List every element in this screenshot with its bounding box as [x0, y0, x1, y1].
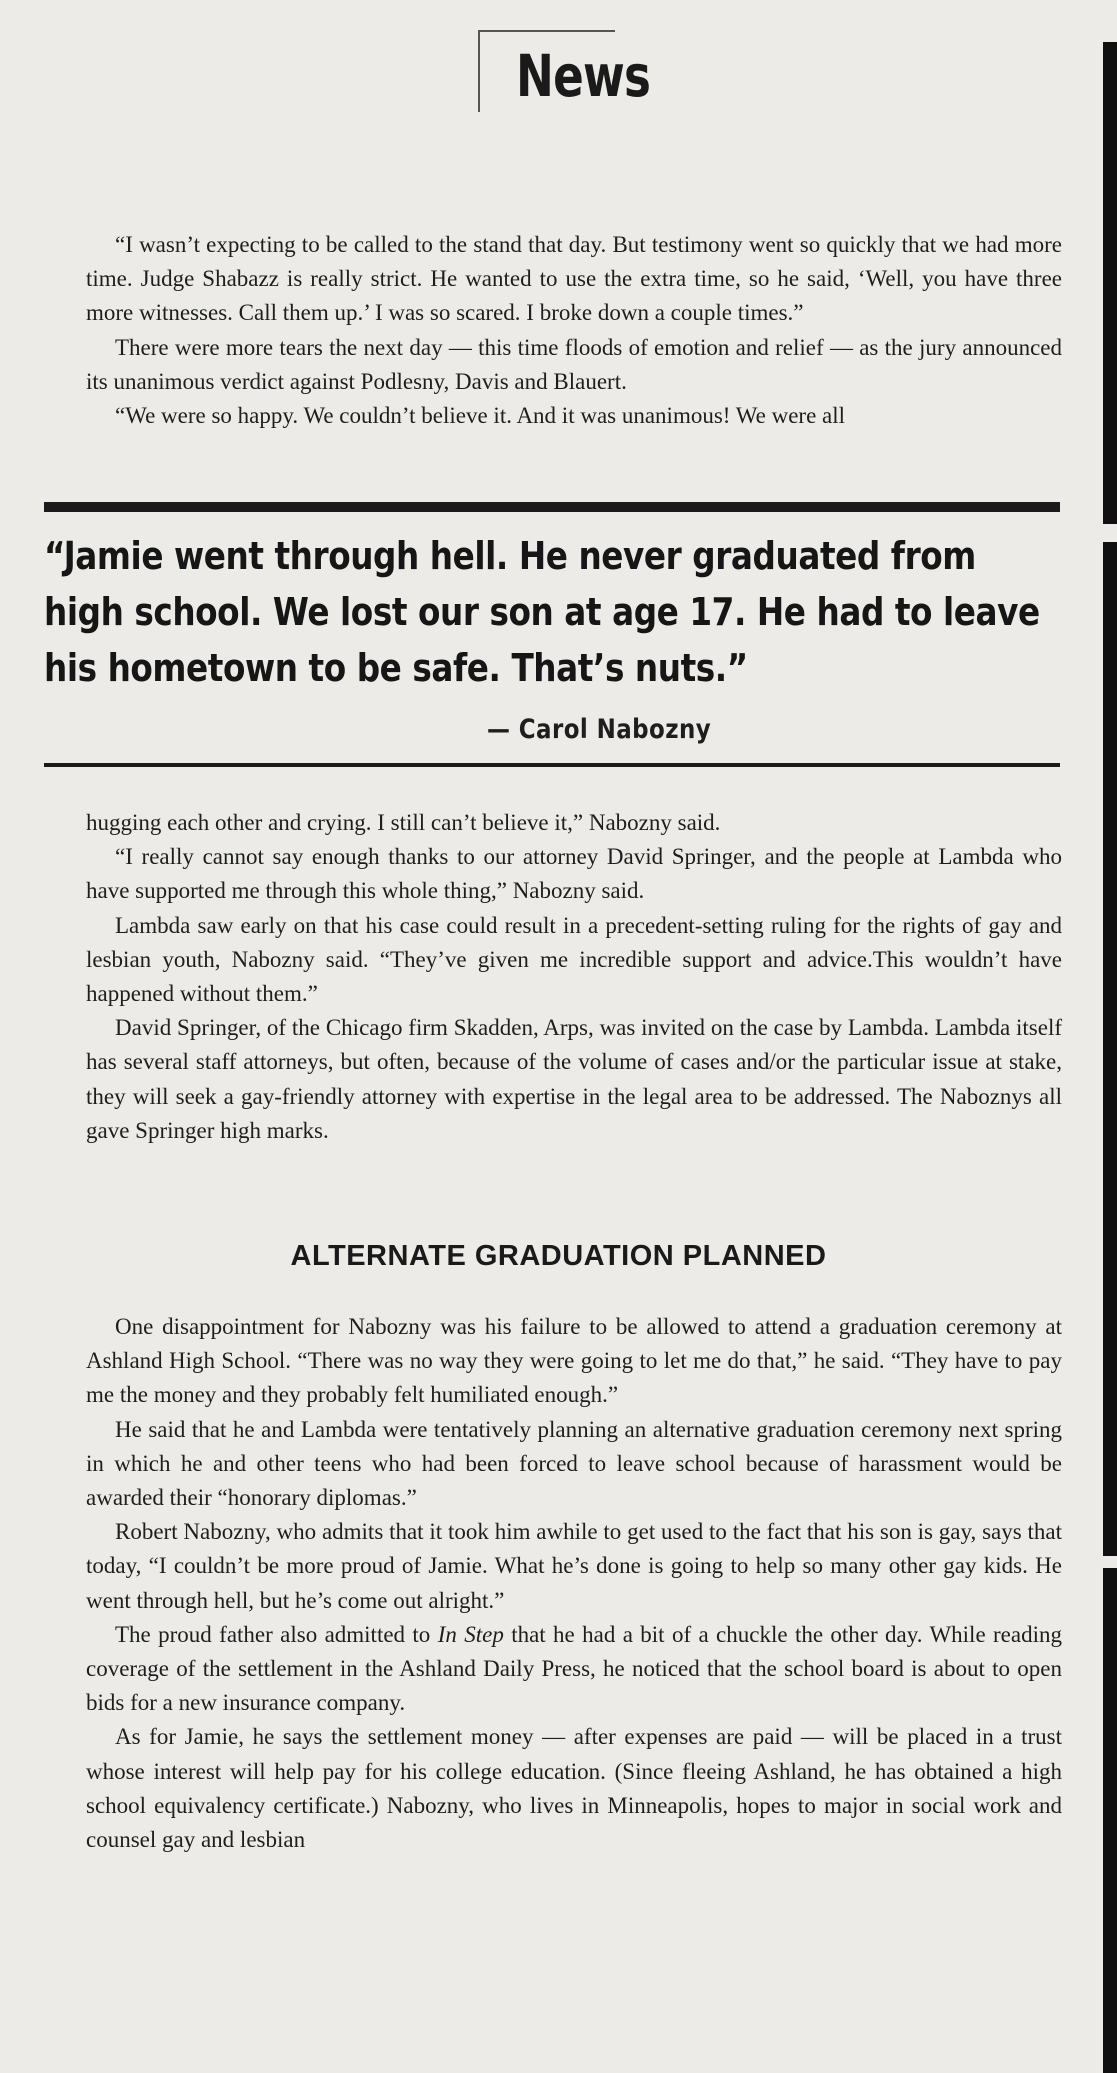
- paragraph: He said that he and Lambda were tentatively planning an alternative graduation ceremony next spring in which he and other teens who had been forced to leave school because of harassment would be awarded their “honorary diplomas.”: [86, 1416, 1062, 1511]
- pull-quote: [44, 528, 1060, 696]
- paragraph: David Springer, of the Chicago firm Skadden, Arps, was invited on the case by Lambda. Lambda itself has several staff attorneys, but often, because of the volume of cases and/or the particular issue at stake, they will seek a gay-friendly attorney with expertise in the legal area to be addressed. The Naboznys all gave Springer high marks.: [86, 1015, 1062, 1143]
- paragraph: hugging each other and crying. I still can’t believe it,” Nabozny said.: [86, 810, 721, 835]
- paragraph: [86, 1618, 1062, 1721]
- article-body-top: [86, 228, 1062, 433]
- paragraph: One disappointment for Nabozny was his failure to be allowed to attend a graduation ceremony at Ashland High School. “There was no way they were going to let me do that,” he said. “They have to pay me the money and they probably felt humiliated enough.”: [86, 1314, 1062, 1408]
- section-header: [478, 30, 651, 112]
- subheading: ALTERNATE GRADUATION PLANNED: [290, 1240, 827, 1272]
- paragraph-text: that he had a bit of a chuckle the other day. While reading coverage of the settlement in the Ashland Daily Press, he noticed that the school board is about to open bids for a new insurance company.: [86, 1621, 1062, 1716]
- paragraph: There were more tears the next day — this time floods of emotion and relief — as the jury announced its unanimous verdict against Podlesny, Davis and Blauert.: [86, 334, 1062, 394]
- article-body-middle: [86, 806, 1062, 1148]
- paragraph: “We were so happy. We couldn’t believe it. And it was unanimous! We were all: [115, 403, 846, 429]
- pullquote-bottom-rule: [44, 763, 1060, 767]
- section-title: News: [516, 42, 651, 110]
- page-edge-bar: [1103, 542, 1117, 1556]
- pullquote-top-rule: [44, 502, 1060, 512]
- paragraph: Lambda saw early on that his case could result in a precedent-setting ruling for the rights of gay and lesbian youth, Nabozny said. “They’ve given me incredible support and advice.This wouldn’t have happened without them.”: [86, 912, 1062, 1007]
- paragraph: “I really cannot say enough thanks to our attorney David Springer, and the people at Lambda who have supported me through this whole thing,” Nabozny said.: [86, 844, 1062, 904]
- paragraph: Robert Nabozny, who admits that it took him awhile to get used to the fact that his son is gay, says that today, “I couldn’t be more proud of Jamie. What he’s done is going to help so many other gay kids. He went through hell, but he’s come out alright.”: [86, 1519, 1062, 1613]
- publication-name: In Step: [437, 1621, 504, 1647]
- paragraph: As for Jamie, he says the settlement money — after expenses are paid — will be placed in a trust whose interest will help pay for his college education. (Since fleeing Ashland, he has obtained a high school equivalency certificate.) Nabozny, who lives in Minneapolis, hopes to major in social work and counsel gay and lesbian: [86, 1724, 1062, 1853]
- pull-quote-text: “Jamie went through hell. He never graduated from high school. We lost our son at age 17. He had to leave his hometown to be safe. That’s nuts.”: [44, 534, 1040, 690]
- pull-quote-attribution: — Carol Nabozny: [487, 714, 712, 745]
- page-edge-bar: [1103, 42, 1117, 524]
- paragraph-text: The proud father also admitted to: [115, 1621, 438, 1647]
- article-body-bottom: [86, 1310, 1062, 1857]
- page-edge-bar: [1103, 1568, 1117, 2073]
- paragraph: “I wasn’t expecting to be called to the stand that day. But testimony went so quickly that we had more time. Judge Shabazz is really strict. He wanted to use the extra time, so he said, ‘Well, you have three more witnesses. Call them up.’ I was so scared. I broke down a couple times.”: [86, 232, 1062, 326]
